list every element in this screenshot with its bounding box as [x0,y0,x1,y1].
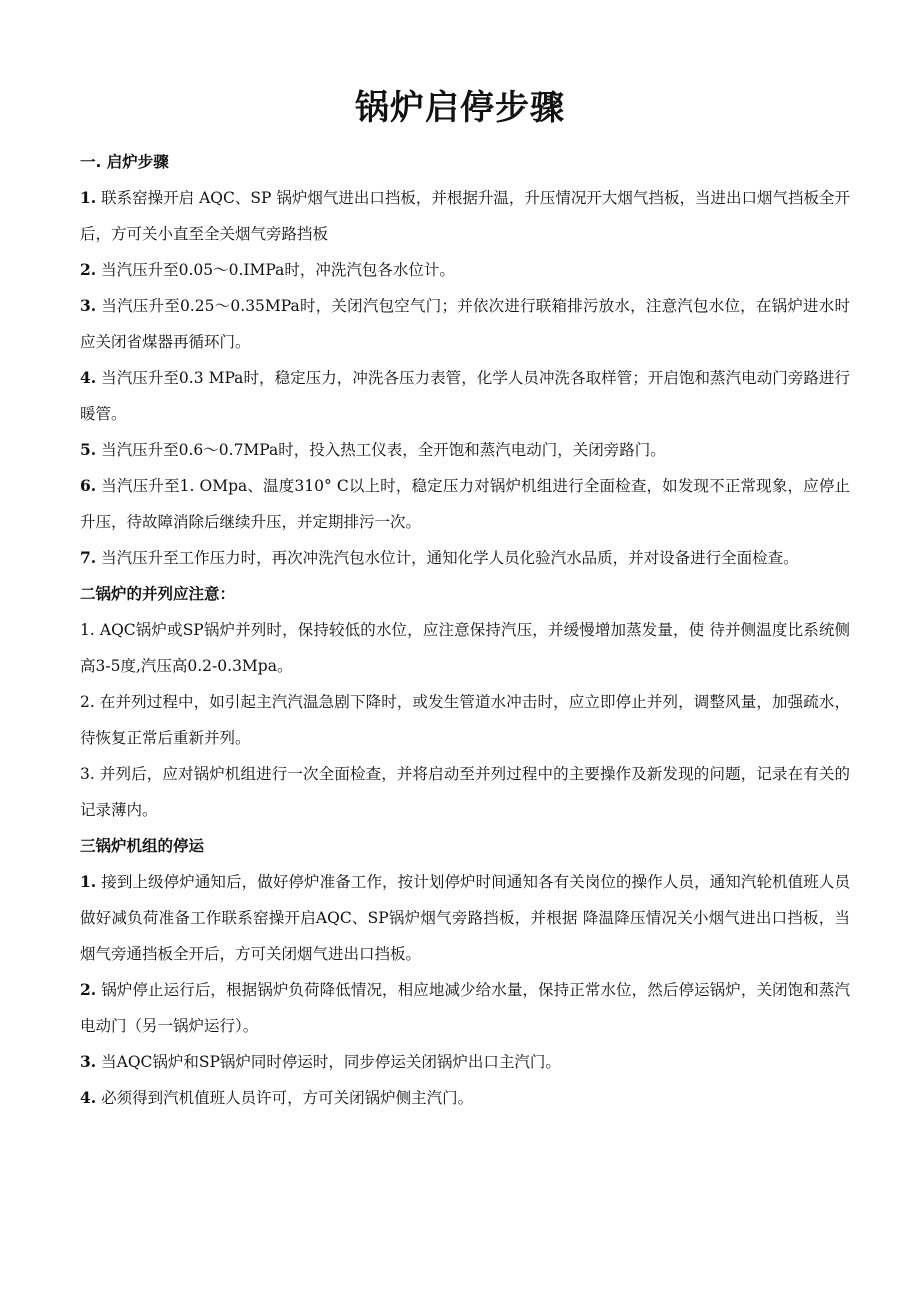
list-item [80,432,850,468]
section-start-procedure [80,144,850,576]
item-number: 1. [80,872,97,891]
item-number: 2. [80,260,97,279]
section-heading: 一. 启炉步骤 [80,153,169,171]
item-text: 锅炉停止运行后，根据锅炉负荷降低情况，相应地减少给水量，保持正常水位，然后停运锅炉，关闭饱和蒸汽电动门（另一锅炉运行）。 [80,981,850,1035]
list-item [80,540,850,576]
item-text: 必须得到汽机值班人员许可，方可关闭锅炉侧主汽门。 [101,1089,474,1107]
list-item [80,612,850,684]
item-number: 7. [80,548,97,567]
item-text: 当汽压升至0.25～0.35MPa时，关闭汽包空气门；并依次进行联箱排污放水，注意汽包水位，在锅炉进水时应关闭省煤器再循环门。 [80,297,850,351]
list-item [80,756,850,828]
item-text: AQC锅炉或SP锅炉并列时，保持较低的水位，应注意保持汽压，并缓慢增加蒸发量，使 待并侧温度比系统侧高3-5度,汽压高0.2-0.3Mpa。 [80,621,850,675]
section-heading: 二锅炉的并列应注意： [80,585,236,603]
item-number: 6. [80,476,97,495]
item-text: 并列后，应对锅炉机组进行一次全面检查，并将启动至并列过程中的主要操作及新发现的问题，记录在有关的记录薄内。 [80,765,850,819]
list-item [80,252,850,288]
section-parallel-notes [80,576,850,828]
item-text: 联系窑操开启 AQC、SP 锅炉烟气进出口挡板，并根据升温，升压情况开大烟气挡板，当进出口烟气挡板全开后，方可关小直至全关烟气旁路挡板 [80,189,850,243]
item-number: 2. [80,980,97,999]
item-number: 1. [80,621,95,639]
list-item [80,180,850,252]
item-text: 当AQC锅炉和SP锅炉同时停运时，同步停运关闭锅炉出口主汽门。 [101,1053,561,1071]
section-shutdown [80,828,850,1116]
list-item [80,972,850,1044]
item-text: 当汽压升至0.05～0.IMPa时，冲洗汽包各水位计。 [101,261,455,279]
item-text: 当汽压升至1. OMpa、温度310° C以上时，稳定压力对锅炉机组进行全面检查，如发现不正常现象，应停止升压，待故障消除后继续升压，并定期排污一次。 [80,477,850,531]
list-item [80,864,850,972]
list-item [80,468,850,540]
item-text: 当汽压升至工作压力时，再次冲洗汽包水位计，通知化学人员化验汽水品质，并对设备进行全面检查。 [101,549,799,567]
item-text: 当汽压升至0.3 MPa时，稳定压力，冲洗各压力表管，化学人员冲洗各取样管；开启饱和蒸汽电动门旁路进行暖管。 [80,369,850,423]
item-number: 4. [80,1088,97,1107]
list-item [80,684,850,756]
item-text: 当汽压升至0.6～0.7MPa时，投入热工仪表，全开饱和蒸汽电动门，关闭旁路门。 [101,441,666,459]
item-number: 1. [80,188,97,207]
list-item [80,288,850,360]
item-number: 3. [80,765,95,783]
item-number: 3. [80,1052,97,1071]
item-text: 在并列过程中，如引起主汽汽温急剧下降时，或发生管道水冲击时，应立即停止并列，调整风量，加强疏水，待恢复正常后重新并列。 [80,693,850,747]
list-item [80,360,850,432]
document-title: 锅炉启停步骤 [355,88,565,128]
list-item [80,1044,850,1080]
section-heading: 三锅炉机组的停运 [80,837,205,855]
item-text: 接到上级停炉通知后，做好停炉准备工作，按计划停炉时间通知各有关岗位的操作人员，通知汽轮机值班人员做好减负荷准备工作联系窑操开启AQC、SP锅炉烟气旁路挡板，并根据 降温降压情况关小烟气进出口挡板，当烟气旁通挡板全开后，方可关闭烟气进出口挡板。 [80,873,850,963]
document-body [80,144,850,1116]
item-number: 5. [80,440,97,459]
item-number: 4. [80,368,97,387]
item-number: 2. [80,693,95,711]
item-number: 3. [80,296,97,315]
list-item [80,1080,850,1116]
